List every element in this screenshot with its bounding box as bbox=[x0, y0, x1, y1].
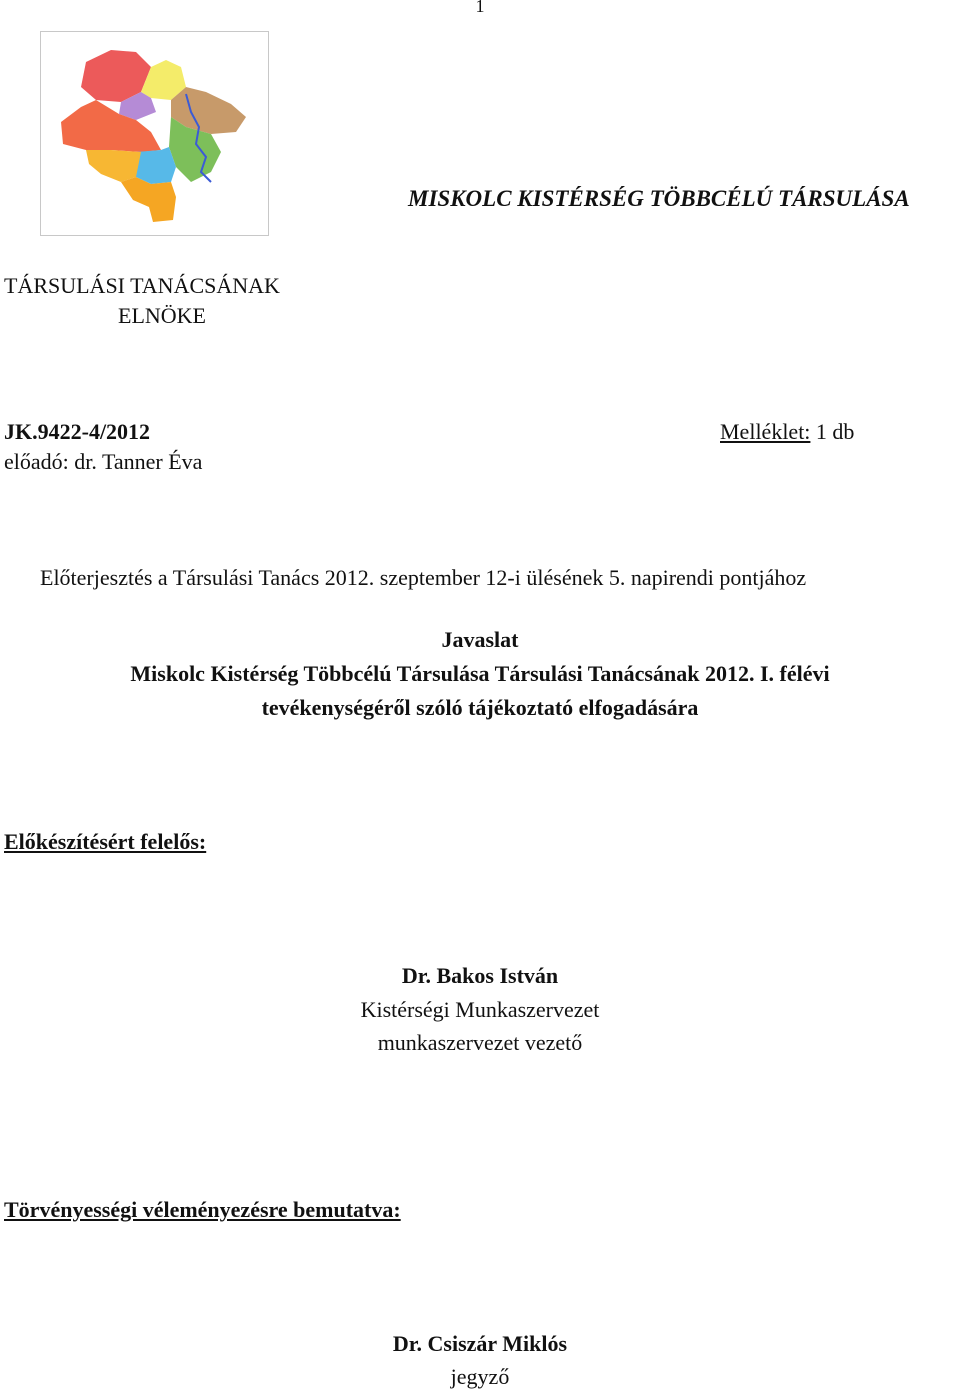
council-title-line2: ELNÖKE bbox=[118, 303, 206, 328]
attachment-info bbox=[720, 418, 854, 446]
proposal-subject-line2: tevékenységéről szóló tájékoztató elfogadására bbox=[261, 695, 699, 720]
preparation-label: Előkészítésért felelős: bbox=[4, 829, 207, 854]
attachment-value: 1 db bbox=[810, 419, 855, 444]
map-region-southwest bbox=[86, 150, 141, 182]
preparation-organization: Kistérségi Munkaszervezet bbox=[360, 997, 600, 1022]
attachment-label: Melléklet: bbox=[720, 419, 811, 444]
preparation-role: munkaszervezet vezető bbox=[377, 1030, 583, 1055]
legal-review-label: Törvényességi véleményezésre bemutatva: bbox=[4, 1197, 401, 1222]
region-map bbox=[41, 32, 268, 235]
preparation-name: Dr. Bakos István bbox=[401, 963, 559, 988]
proposal-subject-line1: Miskolc Kistérség Többcélú Társulása Társulási Tanácsának 2012. I. félévi bbox=[130, 661, 830, 686]
submission-line: Előterjesztés a Társulási Tanács 2012. szeptember 12-i ülésének 5. napirendi pontjához bbox=[40, 565, 807, 590]
proposal-title: Javaslat bbox=[441, 627, 519, 652]
legal-review-name: Dr. Csiszár Miklós bbox=[392, 1331, 568, 1356]
council-title-line1: TÁRSULÁSI TANÁCSÁNAK bbox=[4, 273, 280, 298]
presenter: előadó: dr. Tanner Éva bbox=[4, 449, 203, 474]
association-name: MISKOLC KISTÉRSÉG TÖBBCÉLÚ TÁRSULÁSA bbox=[408, 186, 910, 211]
map-region-center bbox=[136, 147, 176, 184]
region-map-logo bbox=[40, 31, 269, 236]
map-region-south bbox=[121, 177, 176, 222]
page-number: 1 bbox=[475, 0, 485, 16]
file-number: JK.9422-4/2012 bbox=[4, 419, 151, 444]
legal-review-role: jegyző bbox=[450, 1364, 510, 1389]
